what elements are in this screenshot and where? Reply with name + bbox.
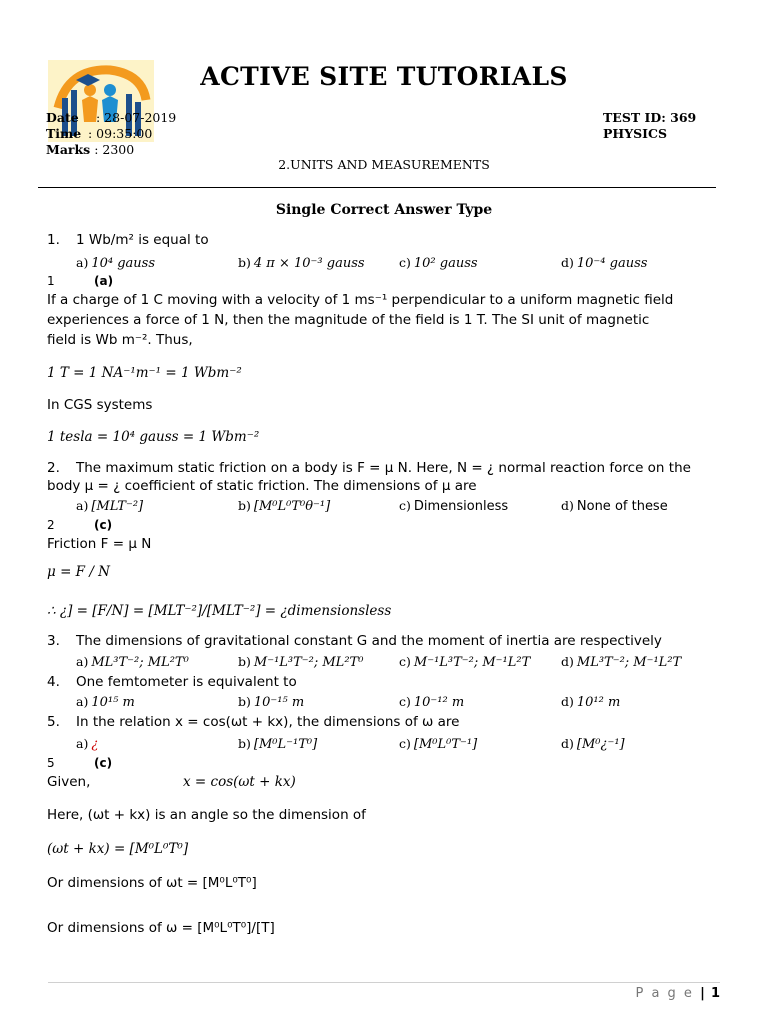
time-label: Time <box>46 126 82 141</box>
q2-solution-line3: ∴ ¿] = [F/N] = [MLT⁻²]/[MLT⁻²] = ¿dimensionsless <box>47 603 392 619</box>
q4-option-b: b) 10⁻¹⁵ m <box>238 694 305 710</box>
header-divider <box>38 187 716 188</box>
q1-equation1: 1 T = 1 NA⁻¹m⁻¹ = 1 Wbm⁻² <box>47 365 242 381</box>
q1-answer-number: 1 <box>47 274 55 288</box>
q5-option-d: d) [M⁰¿⁻¹] <box>561 736 625 752</box>
q2-solution-line2: μ = F / N <box>47 564 110 580</box>
q2-text-line2: body μ = ¿ coefficient of static friction. The dimensions of μ are <box>47 478 477 494</box>
chapter-title: 2.UNITS AND MEASUREMENTS <box>278 157 490 172</box>
q1-number: 1. <box>47 232 60 248</box>
date-value: : 28-07-2019 <box>96 110 177 125</box>
q5-given-equation: x = cos(ωt + kx) <box>183 774 296 790</box>
q1-solution-line3: field is Wb m⁻². Thus, <box>47 332 193 348</box>
q5-solution-line3: Or dimensions of ωt = [M⁰L⁰T⁰] <box>47 875 257 891</box>
page-label: P a g e <box>635 986 694 1001</box>
q5-answer-number: 5 <box>47 756 55 770</box>
q5-solution-line2: (ωt + kx) = [M⁰L⁰T⁰] <box>47 841 189 857</box>
test-id: TEST ID: 369 <box>603 110 697 125</box>
q5-text: In the relation x = cos(ωt + kx), the dimensions of ω are <box>76 714 460 730</box>
q2-number: 2. <box>47 460 60 476</box>
q5-number: 5. <box>47 714 60 730</box>
q2-answer: (c) <box>94 518 113 532</box>
q1-solution-line4: In CGS systems <box>47 397 153 413</box>
page-title: ACTIVE SITE TUTORIALS <box>200 62 568 91</box>
q2-option-a: a) [MLT⁻²] <box>76 498 144 514</box>
section-title: Single Correct Answer Type <box>275 202 493 218</box>
date-row <box>46 110 176 125</box>
q2-answer-number: 2 <box>47 518 55 532</box>
q4-option-d: d) 10¹² m <box>561 694 621 710</box>
subject: PHYSICS <box>603 126 667 141</box>
q3-option-d: d) ML³T⁻²; M⁻¹L²T <box>561 654 682 670</box>
q1-solution-line1: If a charge of 1 C moving with a velocity of 1 ms⁻¹ perpendicular to a uniform magnetic field <box>47 292 674 308</box>
q3-option-b: b) M⁻¹L³T⁻²; ML²T⁰ <box>238 654 364 670</box>
q3-number: 3. <box>47 633 60 649</box>
q4-option-a: a) 10¹⁵ m <box>76 694 135 710</box>
page-number: 1 <box>710 986 720 1001</box>
q1-text: 1 Wb/m² is equal to <box>76 232 209 248</box>
q5-option-c: c) [M⁰L⁰T⁻¹] <box>399 736 478 752</box>
time-value: : 09:35:00 <box>88 126 153 141</box>
q3-text: The dimensions of gravitational constant G and the moment of inertia are respectively <box>76 633 662 649</box>
q1-equation2: 1 tesla = 10⁴ gauss = 1 Wbm⁻² <box>47 429 260 445</box>
q4-option-c: c) 10⁻¹² m <box>399 694 465 710</box>
marks-label: Marks <box>46 142 91 157</box>
q2-text-line1: The maximum static friction on a body is F = μ N. Here, N = ¿ normal reaction force on the <box>76 460 691 476</box>
q5-answer: (c) <box>94 756 113 770</box>
q2-option-b: b) [M⁰L⁰T⁰θ⁻¹] <box>238 498 331 514</box>
date-label: Date <box>46 110 79 125</box>
marks-value: : 2300 <box>94 142 135 157</box>
q1-option-c: c) 10² gauss <box>399 255 478 271</box>
marks-row <box>46 142 134 157</box>
time-row <box>46 126 152 141</box>
q2-option-d: d) None of these <box>561 498 668 514</box>
q1-answer: (a) <box>94 274 114 288</box>
q4-number: 4. <box>47 674 60 690</box>
page-footer: P a g e | 1 <box>635 986 720 1001</box>
q1-option-d: d) 10⁻⁴ gauss <box>561 255 648 271</box>
q2-solution-line1: Friction F = μ N <box>47 536 152 552</box>
q5-given: Given, <box>47 774 91 790</box>
q3-option-c: c) M⁻¹L³T⁻²; M⁻¹L²T <box>399 654 531 670</box>
q2-option-c: c) Dimensionless <box>399 498 509 514</box>
q3-option-a: a) ML³T⁻²; ML²T⁰ <box>76 654 189 670</box>
q5-option-a: a) ¿ <box>76 736 99 752</box>
q1-option-a: a) 10⁴ gauss <box>76 255 156 271</box>
q5-option-b: b) [M⁰L⁻¹T⁰] <box>238 736 318 752</box>
footer-divider <box>48 982 720 983</box>
q5-solution-line1: Here, (ωt + kx) is an angle so the dimension of <box>47 807 366 823</box>
q4-text: One femtometer is equivalent to <box>76 674 297 690</box>
q1-option-b: b) 4 π × 10⁻³ gauss <box>238 255 365 271</box>
q1-solution-line2: experiences a force of 1 N, then the magnitude of the field is 1 T. The SI unit of magnetic <box>47 312 650 328</box>
q5-solution-line4: Or dimensions of ω = [M⁰L⁰T⁰]/[T] <box>47 920 275 936</box>
